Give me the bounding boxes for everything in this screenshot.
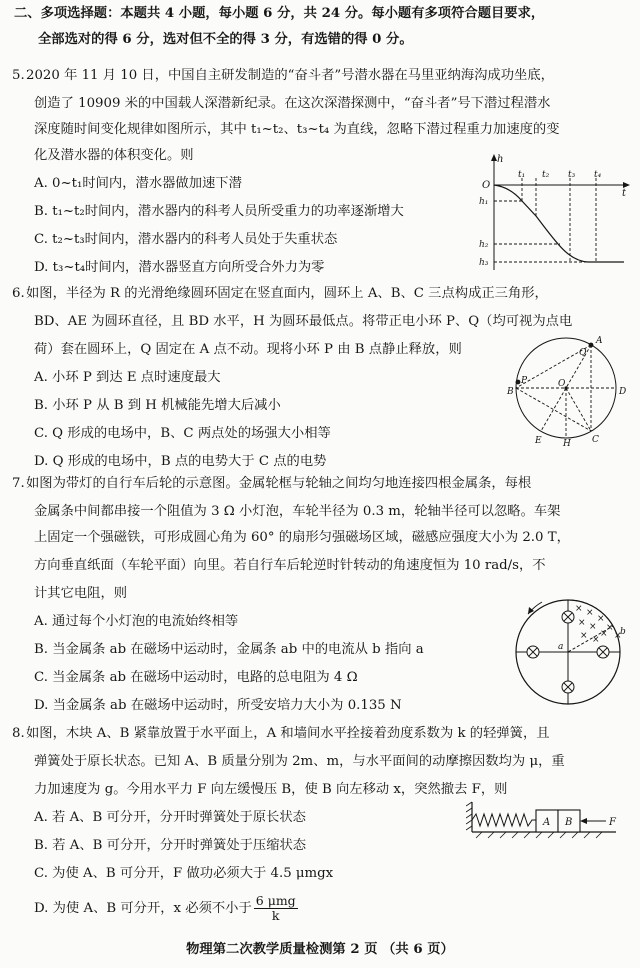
- q6-line3: 荷）套在圆环上，Q 固定在 A 点不动。现将小环 P 由 B 点静止释放，则: [34, 342, 462, 357]
- q8-line2: 弹簧处于原长状态。已知 A、B 质量分别为 2m、m，与水平面间的动摩擦因数均为 μ，重: [34, 754, 565, 769]
- q8-spring-blocks-figure: [466, 800, 624, 842]
- q7-label-b: b: [620, 627, 626, 637]
- svg-text:×: ×: [597, 614, 605, 624]
- q6-label-d: D: [619, 387, 627, 397]
- q7-option-c: C. 当金属条 ab 在磁场中运动时，电路的总电阻为 4 Ω: [34, 670, 358, 685]
- q5-depth-curve: [494, 185, 624, 262]
- q5-depth-time-graph: [476, 148, 632, 276]
- q5-tick-t3: t₃: [568, 170, 576, 180]
- svg-text:×: ×: [586, 608, 594, 618]
- svg-text:A: A: [543, 817, 551, 828]
- q5-option-a: A. 0~t₁时间内，潜水器做加速下潜: [34, 176, 242, 191]
- q5-t-axis-label: t: [622, 188, 627, 199]
- svg-text:×: ×: [580, 631, 588, 641]
- section-header-line1: 二、多项选择题：本题共 4 小题，每小题 6 分，共 24 分。每小题有多项符合题目要求，: [14, 6, 545, 21]
- q5-tick-h2: h₂: [479, 240, 489, 250]
- q6-label-o: O: [558, 379, 566, 389]
- q5-origin-label: O: [482, 180, 491, 191]
- q5-line4: 化及潜水器的体积变化。则: [34, 148, 194, 163]
- q8-line3: 力加速度为 g。今用水平力 F 向左缓慢压 B，使 B 向左移动 x，突然撤去 F，则: [34, 782, 508, 797]
- q5-line2: 创造了 10909 米的中国载人深潜新纪录。在这次深潜探测中，“奋斗者”号下潜过程潜水: [34, 96, 551, 111]
- page-footer: 物理第二次教学质量检测第 2 页 （共 6 页）: [186, 942, 454, 957]
- q5-option-b: B. t₁~t₂时间内，潜水器内的科考人员所受重力的功率逐渐增大: [34, 204, 404, 219]
- q8-number: 8.: [12, 726, 25, 741]
- q7-option-b: B. 当金属条 ab 在磁场中运动时，金属条 ab 中的电流从 b 指向 a: [34, 642, 424, 657]
- q6-circle-figure: [500, 332, 634, 446]
- q6-label-h: H: [563, 439, 571, 446]
- q6-label-q: Q: [579, 348, 587, 358]
- q5-tick-t2: t₂: [542, 170, 550, 180]
- svg-text:×: ×: [578, 618, 586, 628]
- q7-line5: 计其它电阻，则: [34, 586, 128, 601]
- svg-text:×: ×: [606, 623, 614, 633]
- q7-line1: 7.如图为带灯的自行车后轮的示意图。金属轮框与轮轴之间均匀地连接四根金属条，每根: [12, 474, 531, 494]
- q7-option-d: D. 当金属条 ab 在磁场中运动时，所受安培力大小为 0.135 N: [34, 698, 402, 713]
- q8-option-a: A. 若 A、B 可分开，分开时弹簧处于原长状态: [34, 810, 306, 825]
- svg-text:×: ×: [600, 629, 608, 639]
- q7-wheel-figure: [506, 594, 634, 708]
- svg-text:×: ×: [592, 635, 600, 645]
- q6-label-c: C: [592, 435, 599, 445]
- q5-option-c: C. t₂~t₃时间内，潜水器内的科考人员处于失重状态: [34, 232, 338, 247]
- q7-option-a: A. 通过每个小灯泡的电流始终相等: [34, 614, 239, 629]
- q6-label-a: A: [596, 336, 603, 346]
- q5-number: 5.: [12, 68, 25, 83]
- q5-tick-t4: t₄: [594, 170, 602, 180]
- q7-number: 7.: [12, 476, 25, 491]
- q6-line2: BD、AE 为圆环直径，且 BD 水平，H 为圆环最低点。将带正电小环 P、Q（均可视为点电: [34, 314, 573, 329]
- q8-option-c: C. 为使 A、B 可分开，F 做功必须大于 4.5 μmgx: [34, 866, 334, 881]
- q6-line1: 6.如图，半径为 R 的光滑绝缘圆环固定在竖直面内，圆环上 A、B、C 三点构成正三角形，: [12, 284, 548, 304]
- svg-text:×: ×: [614, 631, 622, 641]
- q5-option-d: D. t₃~t₄时间内，潜水器竖直方向所受合外力为零: [34, 260, 325, 275]
- q8-force-label: F: [609, 817, 616, 828]
- q7-line3: 上固定一个强磁铁，可形成圆心角为 60° 的扇形匀强磁场区域，磁感应强度大小为 2.0 T，: [34, 530, 570, 545]
- section-header-line2: 全部选对的得 6 分，选对但不全的得 3 分，有选错的得 0 分。: [38, 32, 413, 47]
- q6-option-c: C. Q 形成的电场中，B、C 两点处的场强大小相等: [34, 426, 331, 441]
- q5-h-axis-label: h: [497, 154, 504, 165]
- q8-spring: [472, 814, 536, 826]
- svg-text:B: B: [565, 817, 573, 828]
- q8-option-d: D. 为使 A、B 可分开，x 必须不小于 $\frac{\text{6 μmg}}{k}$: [34, 893, 296, 923]
- q6-number: 6.: [12, 286, 25, 301]
- q5-tick-h3: h₃: [479, 258, 489, 268]
- q6-label-e: E: [535, 436, 542, 446]
- q8-line1: 8.如图，木块 A、B 紧靠放置于水平面上，A 和墙间水平拴接着劲度系数为 k 的轻弹簧，且: [12, 724, 550, 744]
- svg-text:×: ×: [589, 622, 597, 632]
- q5-line1: 5.2020 年 11 月 10 日，中国自主研发制造的“奋斗者”号潜水器在马里亚纳海沟成功坐底，: [12, 66, 554, 86]
- q6-option-b: B. 小环 P 从 B 到 H 机械能先增大后减小: [34, 398, 281, 413]
- q5-line3: 深度随时间变化规律如图所示，其中 t₁~t₂、t₃~t₄ 为直线，忽略下潜过程重力加速度的变: [34, 122, 560, 137]
- q5-tick-t1: t₁: [518, 170, 526, 180]
- q6-label-p: P: [521, 376, 528, 386]
- q6-label-b: B: [507, 387, 514, 397]
- q7-line2: 金属条中间都串接一个阻值为 3 Ω 小灯泡，车轮半径为 0.3 m，轮轴半径可以忽略。车架: [34, 504, 561, 519]
- q6-option-a: A. 小环 P 到达 E 点时速度最大: [34, 370, 221, 385]
- svg-text:×: ×: [575, 604, 583, 614]
- q7-line4: 方向垂直纸面（车轮平面）向里。若自行车后轮逆时针转动的角速度恒为 10 rad/s，不: [34, 558, 546, 573]
- q5-tick-h1: h₁: [479, 197, 489, 207]
- q7-label-a: a: [558, 642, 564, 652]
- q8-option-b: B. 若 A、B 可分开，分开时弹簧处于压缩状态: [34, 838, 307, 853]
- q6-option-d: D. Q 形成的电场中，B 点的电势大于 C 点的电势: [34, 454, 327, 469]
- q8-fraction: $\frac{\text{6 μmg}}{k}$: [255, 893, 296, 923]
